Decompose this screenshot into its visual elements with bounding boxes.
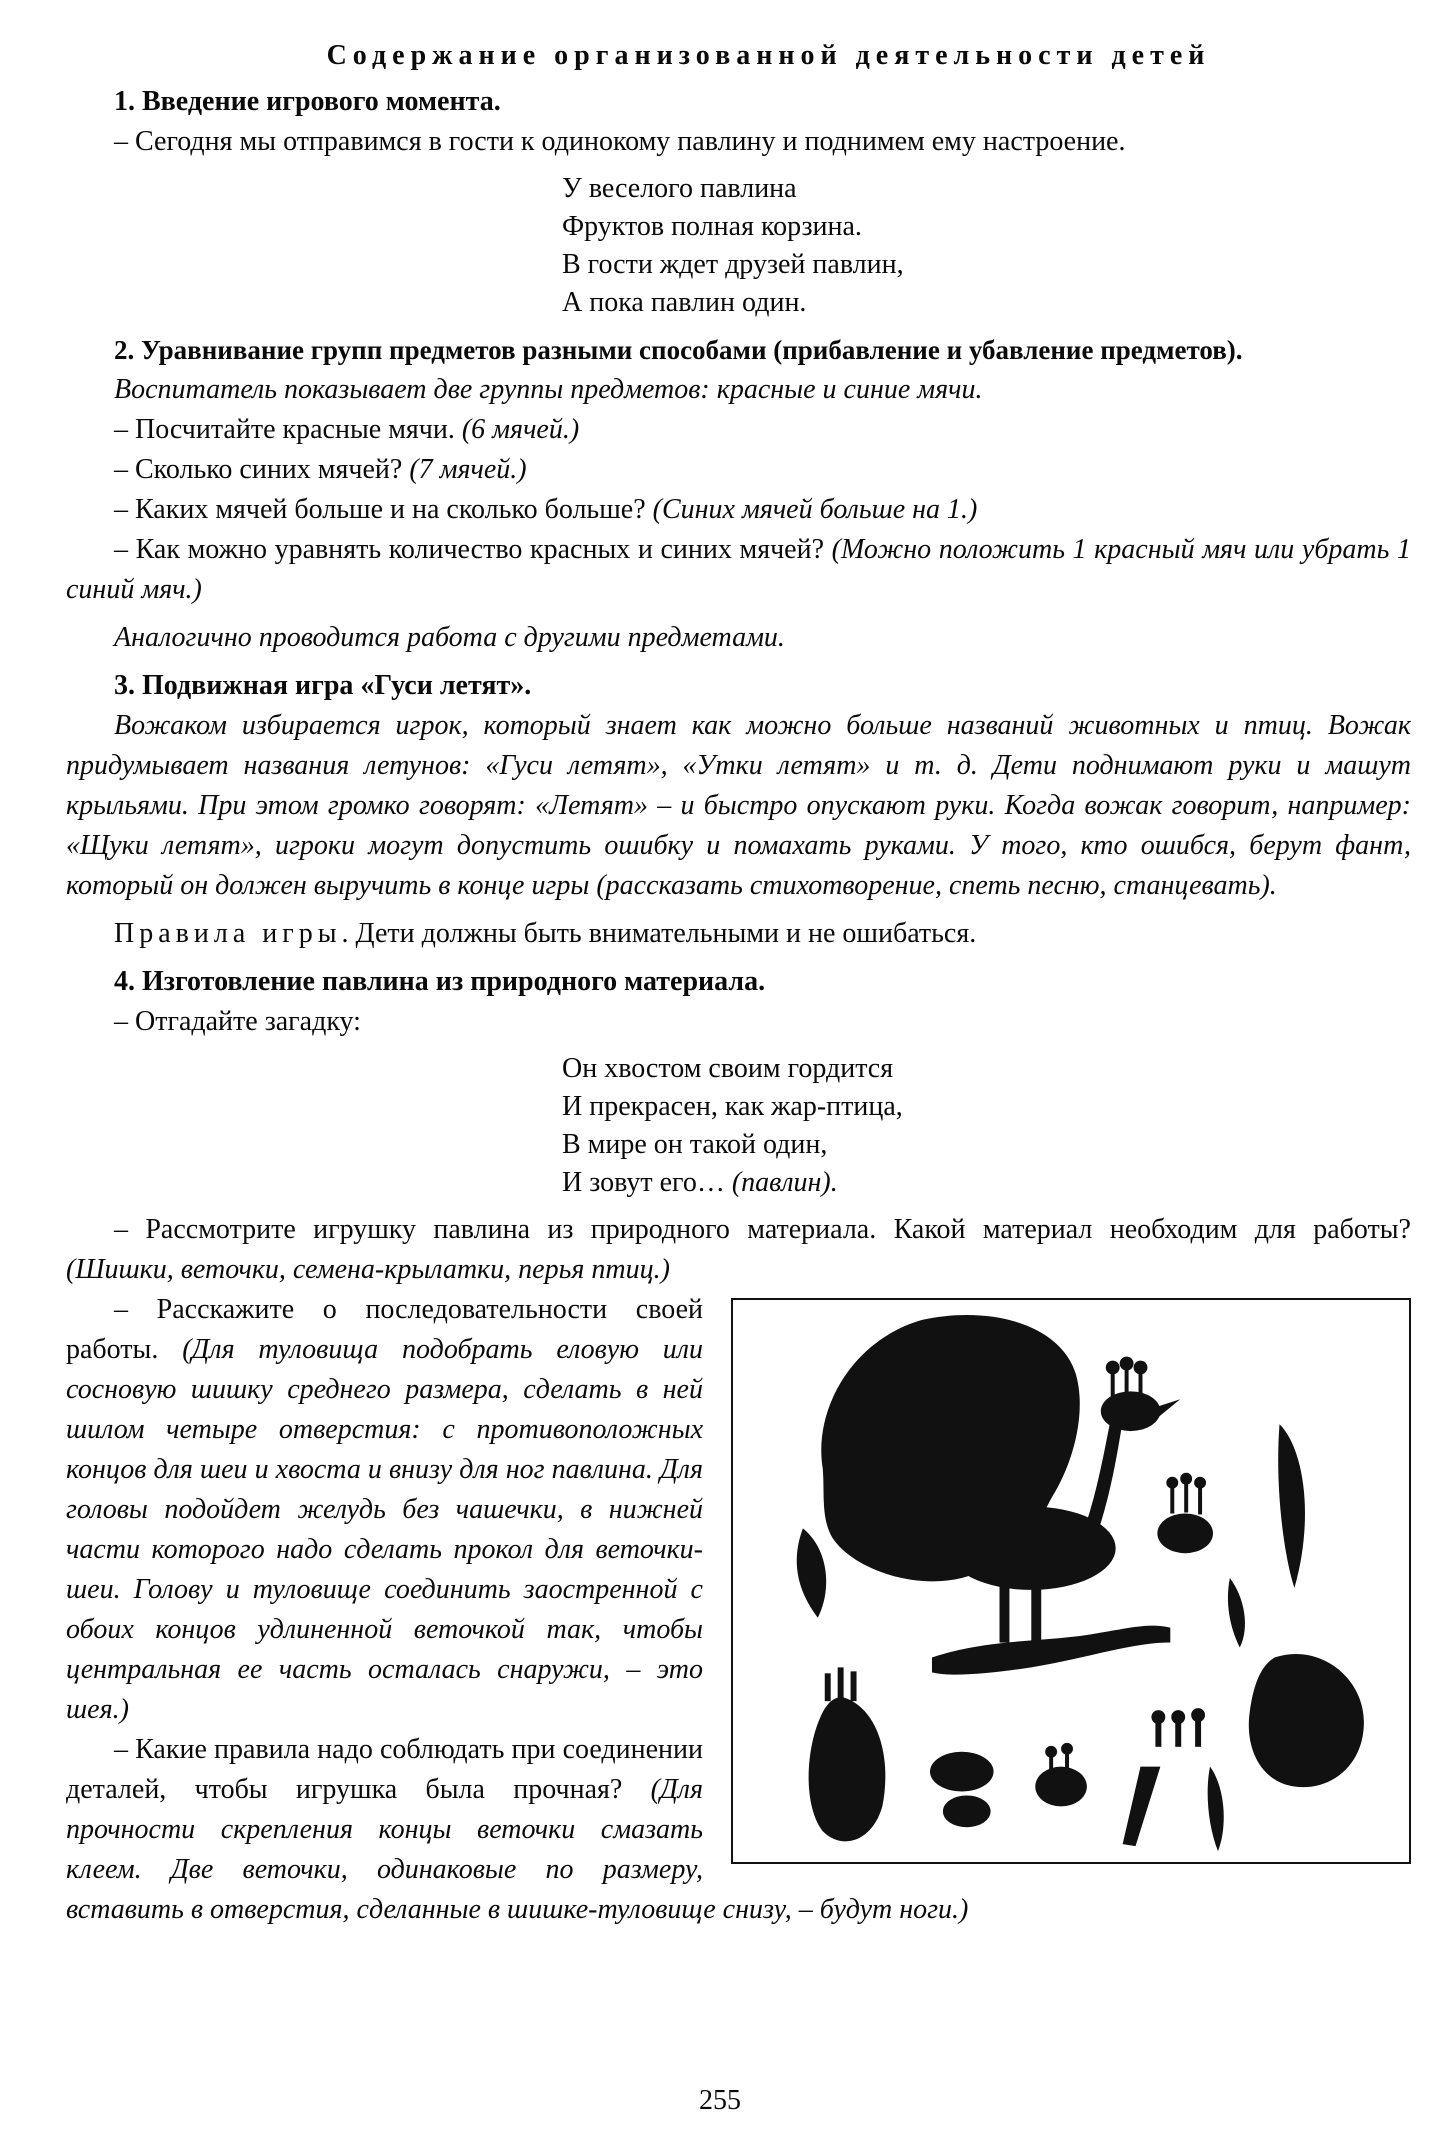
question: – Рассмотрите игрушку павлина из природного материала. Какой материал необходим для работы? <box>114 1214 1411 1245</box>
answer: (Для туловища подобрать еловую или сосновую шишку среднего размера, сделать в ней шилом четыре отверстия: с противоположных концов для шеи и хвоста и внизу для ног павлина. Для головы подойдет желудь без чашечки, в нижней части которого надо сделать прокол для веточки-шеи. Голову и туловище соединить заостренной с обоих концов удлиненной веточкой так, чтобы центральная ее часть осталась снаружи, – это шея.) <box>66 1334 704 1725</box>
dialogue-line <box>66 450 1411 490</box>
question: – Как можно уравнять количество красных и синих мячей? <box>114 534 825 565</box>
page-content <box>66 40 1411 1930</box>
section-1-heading: 1. Введение игрового момента. <box>114 86 501 117</box>
peacock-illustration <box>731 1298 1411 1864</box>
answer: (6 мячей.) <box>461 414 580 445</box>
question: – Расскажите о последовательности своей работы. <box>66 1294 703 1365</box>
section-2-intro: Воспитатель показывает две группы предметов: красные и синие мячи. <box>114 374 983 405</box>
rules-label: Правила игры <box>114 918 342 949</box>
poem-1-line: В гости ждет друзей павлин, <box>562 249 904 280</box>
answer: (Можно положить 1 красный мяч или убрать 1 синий мяч.) <box>66 534 1411 605</box>
riddle-line-last <box>562 1164 1411 1202</box>
question: – Каких мячей больше и на сколько больше? <box>114 494 646 525</box>
answer: (Шишки, веточки, семена-крылатки, перья птиц.) <box>66 1254 670 1285</box>
page-title: Содержание организованной деятельности детей <box>326 40 1211 71</box>
question: – Сколько синих мячей? <box>114 454 403 485</box>
poem-1-line: У веселого павлина <box>562 173 797 204</box>
riddle-poem <box>66 1050 1411 1202</box>
answer: (7 мячей.) <box>409 454 527 485</box>
material-question <box>66 1210 1411 1290</box>
question: – Какие правила надо соблюдать при соединении деталей, чтобы игрушка была прочная? <box>66 1734 703 1805</box>
poem-1-line: Фруктов полная корзина. <box>562 211 862 242</box>
dialogue-line <box>66 530 1411 610</box>
illustrated-block <box>66 1290 1411 1930</box>
section-3-heading: 3. Подвижная игра «Гуси летят». <box>114 670 532 701</box>
section-4-heading: 4. Изготовление павлина из природного материала. <box>114 966 766 997</box>
poem-1 <box>66 170 1411 322</box>
poem-1-line: А пока павлин один. <box>562 287 807 318</box>
game-rules <box>66 914 1411 954</box>
answer: (Синих мячей больше на 1.) <box>652 494 978 525</box>
section-2-heading: 2. Уравнивание групп предметов разными способами (прибавление и убавление предметов). <box>114 335 1243 365</box>
section-1-text: – Сегодня мы отправимся в гости к одинокому павлину и поднимем ему настроение. <box>114 126 1126 157</box>
section-3-body: Вожаком избирается игрок, который знает как можно больше названий животных и птиц. Вожак придумывает названия летунов: «Гуси летят», «Утки летят» и т. д. Дети поднимают руки и машут крыльями. При этом громко говорят: «Летят» – и быстро опускают руки. Когда вожак говорит, например: «Щуки летят», игроки могут допустить ошибку и помахать руками. У того, кто ошибся, берут фант, который он должен выручить в конце игры (рассказать стихотворение, спеть песню, станцевать). <box>66 710 1411 901</box>
peacock-materials-image <box>733 1300 1409 1862</box>
riddle-answer: (павлин). <box>731 1167 838 1198</box>
section-2-outro: Аналогично проводится работа с другими предметами. <box>114 622 785 653</box>
riddle-last-text: И зовут его… <box>562 1167 732 1198</box>
riddle-line: Он хвостом своим гордится <box>562 1053 894 1084</box>
page-number: 255 <box>699 2085 741 2116</box>
riddle-intro: – Отгадайте загадку: <box>114 1006 361 1037</box>
riddle-line: И прекрасен, как жар-птица, <box>562 1091 903 1122</box>
question: – Посчитайте красные мячи. <box>114 414 455 445</box>
rules-text: . Дети должны быть внимательными и не ошибаться. <box>341 918 977 949</box>
dialogue-line <box>66 410 1411 450</box>
answer: (Для прочности скрепления концы веточки смазать клеем. Две веточки, одинаковые по размеру, вставить в отверстия, сделанные в шишке-туловище снизу, – будут ноги.) <box>66 1774 969 1925</box>
riddle-line: В мире он такой один, <box>562 1129 828 1160</box>
dialogue-line <box>66 490 1411 530</box>
